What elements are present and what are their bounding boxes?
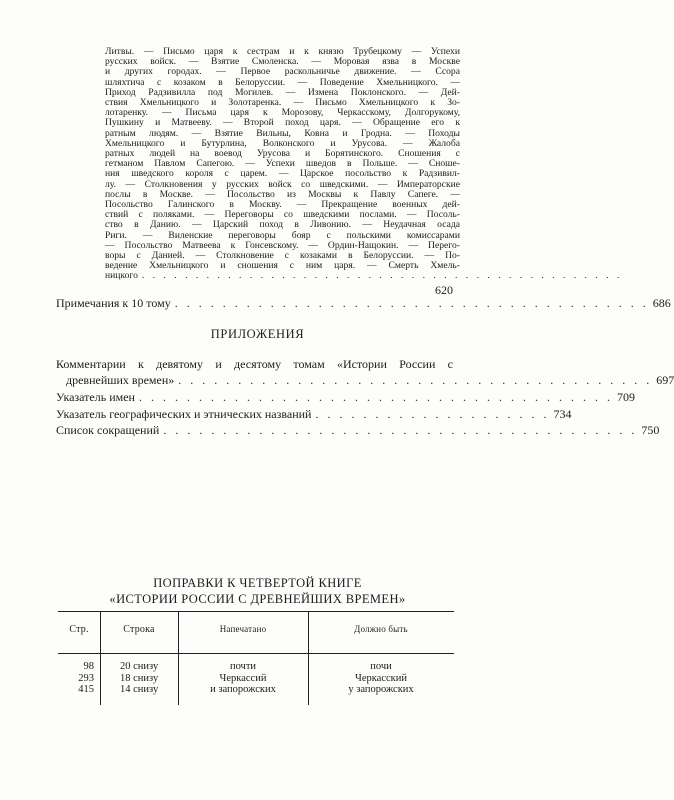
toc-line: Приход Радзивилла под Могилев. — Измена Поклонского. — Дей- xyxy=(105,86,460,98)
table-cell: 18 снизу xyxy=(120,672,159,684)
table-cell: 20 снизу xyxy=(120,661,159,672)
header-line: Строка xyxy=(123,624,155,635)
toc-entry-title: Примечания к 10 тому xyxy=(56,296,171,310)
table-cell: 415 xyxy=(78,684,94,695)
toc-line: ния шведского короля с царем. — Царское посольство к Радзивил- xyxy=(105,168,460,180)
toc-entry-commentary-line1[interactable] xyxy=(56,357,453,371)
column-page-values xyxy=(58,661,94,696)
toc-line: ствия Хмельницкого и Золотаренка. — Письмо Хмельницкого к Зо- xyxy=(105,97,460,109)
table-cell: 98 xyxy=(83,661,94,672)
toc-line: шляхтича с козаком в Белоруссии. — Поведение Хмельницкого. — xyxy=(105,76,460,88)
toc-entry-page: 697 xyxy=(656,373,674,387)
toc-line: гетманом Павлом Сапегою. — Успехи шведов в Польше. — Сноше- xyxy=(105,158,460,170)
toc-line: русских войск. — Взятие Смоленска. — Моровая язва в Москве xyxy=(105,56,460,68)
toc-entry-page: 750 xyxy=(641,423,660,437)
toc-entry-page: 734 xyxy=(553,407,572,421)
toc-line: ведение Хмельницкого и сношения с ним царя. — Смерть Хмель- xyxy=(105,260,460,272)
toc-entry-title: древнейших времен» xyxy=(66,373,175,387)
toc-entry-geo-index[interactable] xyxy=(56,407,572,421)
toc-line: Риги. — Виленские переговоры бояр с польскими комиссарами xyxy=(105,229,460,241)
toc-line: Хмельницкого и Бутурлина, Волконского и Урусова. — Жалоба xyxy=(105,137,460,149)
errata-title-line1: ПОПРАВКИ К ЧЕТВЕРТОЙ КНИГЕ xyxy=(153,576,362,590)
toc-line: Посольство Галинского в Москву. — Прекращение военных дей- xyxy=(105,199,460,211)
toc-line: лотаренку. — Письма царя к Морозову, Черкасскому, Долгорукому, xyxy=(105,107,460,119)
leader-dots: . . . . . . . . . . . . . . . . . . . . . . . . . . . . . . . . . . . . . . . . xyxy=(138,390,613,404)
table-top-rule xyxy=(58,611,454,612)
errata-title-line2: «ИСТОРИИ РОССИИ С ДРЕВНЕЙШИХ ВРЕМЕН» xyxy=(109,592,406,606)
toc-page-number: 620 xyxy=(435,283,453,297)
table-cell: Черкассий xyxy=(219,672,267,684)
header-page: Стр. xyxy=(69,624,89,635)
toc-line: ствий с поляками. — Переговоры со шведскими послами. — Посоль- xyxy=(105,209,460,221)
toc-entry-page: 686 xyxy=(652,296,671,310)
header-should-be: Должно быть xyxy=(354,624,408,634)
leader-dots: . . . . . . . . . . . . . . . . . . . . . . . . . . . . . . . . . . . . . . . . xyxy=(174,296,649,310)
leader-dots: . . . . . . . . . . . . . . . . . . . . . . . . . . . . . . . . . . . . . . . . xyxy=(163,423,638,437)
toc-line: Литвы. — Письмо царя к сестрам и к князю Трубецкому — Успехи xyxy=(105,46,460,57)
leader-dots: . . . . . . . . . . . . . . . . . . . . . . . . . . . . . . . . . . . . . . . . . . . . . xyxy=(141,270,623,282)
table-cell: у запорожских xyxy=(348,684,414,695)
toc-line: воры с Данией. — Столкновение с козаками в Белоруссии. — По- xyxy=(105,250,460,262)
table-cell: 14 снизу xyxy=(120,684,159,695)
toc-entry-name-index[interactable] xyxy=(56,390,635,404)
table-header-rule xyxy=(58,653,454,654)
toc-entry-title: Указатель географических и этнических названий xyxy=(56,407,312,421)
leader-dots: . . . . . . . . . . . . . . . . . . . . . . . . . . . . . . . . . . . . . . . . xyxy=(178,373,653,387)
column-should-be-values xyxy=(308,661,454,696)
toc-entry-title: Комментарии к девятому и десятому томам «Истории России с xyxy=(56,357,453,371)
column-printed-values xyxy=(178,661,308,696)
toc-line: ратных людей на воевод Урусова и Борятинского. Сношения с xyxy=(105,148,460,160)
toc-entry-abbreviations[interactable] xyxy=(56,423,660,437)
table-cell: почти xyxy=(229,661,257,672)
toc-line: послы в Москве. — Посольство из Москвы к Павлу Сапеге. — xyxy=(105,188,460,200)
table-cell: и запорожских xyxy=(210,684,276,695)
toc-line-text: ницкого xyxy=(105,270,138,282)
toc-entry-title: Указатель имен xyxy=(56,390,135,404)
table-cell: Черкасский xyxy=(355,672,407,684)
toc-line: Пушкину и Матвееву. — Второй поход царя. — Обращение его к xyxy=(105,117,460,129)
column-line-values xyxy=(120,661,178,696)
toc-line: ратным людям. — Взятие Вильны, Ковна и Гродна. — Походы xyxy=(105,127,460,139)
toc-entry-notes[interactable] xyxy=(56,296,671,310)
toc-line: и других городах. — Первое раскольничье движение. — Ссора xyxy=(105,66,460,78)
header-printed: Напечатано xyxy=(219,624,267,634)
toc-chapter-summary xyxy=(105,46,623,282)
toc-entry-page: 709 xyxy=(616,390,635,404)
table-cell: 293 xyxy=(78,672,94,684)
leader-dots: . . . . . . . . . . . . . . . . . . . . xyxy=(315,407,550,421)
toc-entry-commentary-line2[interactable] xyxy=(56,373,674,387)
appendix-heading: ПРИЛОЖЕНИЯ xyxy=(210,327,305,341)
toc-line: ство в Данию. — Царский поход в Ливонию. — Неудачная осада xyxy=(105,219,460,231)
toc-line: — Посольство Матвеева к Гонсевскому. — Ордин-Нащокин. — Перего- xyxy=(105,239,460,251)
errata-table xyxy=(58,611,454,705)
toc-entry-title: Список сокращений xyxy=(56,423,160,437)
table-cell: почи xyxy=(370,661,392,672)
toc-line-last xyxy=(105,270,623,282)
toc-line: лу. — Столкновения у русских войск со шведскими. — Императорские xyxy=(105,178,460,190)
